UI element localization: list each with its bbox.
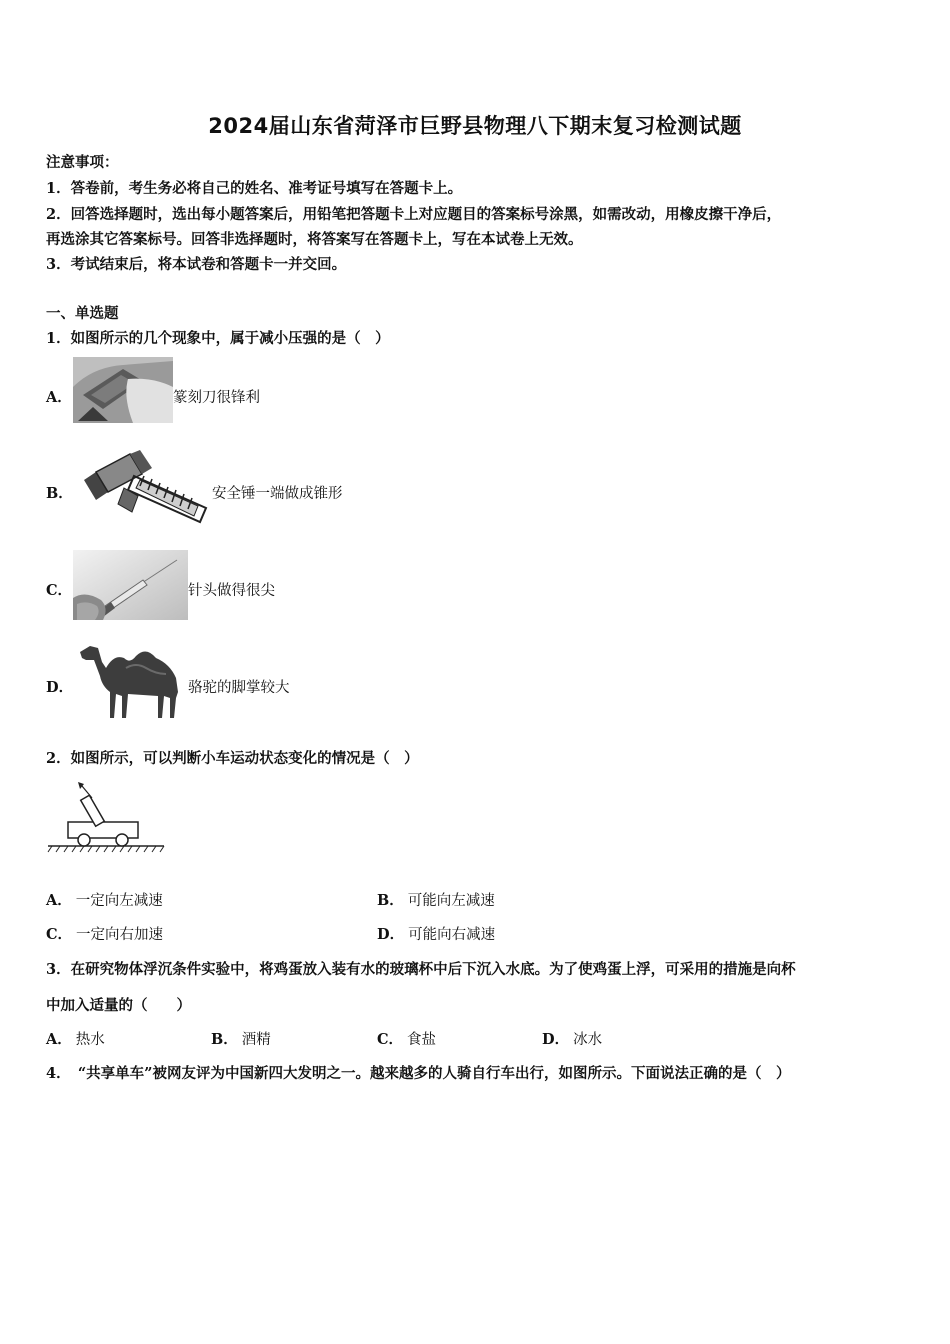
note-item: 1．答卷前，考生务必将自己的姓名、准考证号填写在答题卡上。 [46,180,463,197]
q3-option-a [46,1028,105,1049]
q2-option-d-label: D． [377,926,405,943]
section-heading: 一、单选题 [46,305,119,322]
q3-option-c-text: 食盐 [407,1032,437,1048]
page-title: 2024届山东省菏泽市巨野县物理八下期末复习检测试题 [208,114,742,138]
q2-option-c [46,923,163,944]
q2-option-d [377,923,495,944]
q2-option-b-label: B． [377,892,404,909]
q3-option-d-text: 冰水 [573,1032,603,1048]
syringe-photo-icon [73,550,188,620]
q3-option-c [377,1028,436,1049]
q1-option-b-text: 安全锤一端做成锥形 [212,486,343,502]
cart-diagram-icon [46,780,166,856]
q3-option-d [542,1028,602,1049]
q2-option-a-text: 一定向左减速 [75,893,163,909]
camel-photo-icon [76,638,186,720]
q3-option-d-label: D． [542,1031,570,1048]
question-1-stem: 1．如图所示的几个现象中，属于减小压强的是（ ） [46,330,390,347]
q1-option-c-text: 针头做得很尖 [188,583,275,599]
q3-option-b-label: B． [211,1031,238,1048]
q2-option-a [46,889,163,910]
q1-option-d-text: 骆驼的脚掌较大 [188,680,290,696]
question-3-stem: 3．在研究物体浮沉条件实验中，将鸡蛋放入装有水的玻璃杯中后下沉入水底。为了使鸡蛋上浮，可采用的措施是向杯 [46,961,796,978]
q2-option-c-label: C． [46,926,73,943]
q2-option-a-label: A． [46,892,72,909]
carving-knife-photo-icon [73,357,173,423]
note-item: 再选涂其它答案标号。回答非选择题时，将答案写在答题卡上，写在本试卷上无效。 [46,231,583,248]
q3-option-a-text: 热水 [75,1032,105,1048]
q1-option-a-text: 篆刻刀很锋利 [173,390,260,406]
q3-option-b [211,1028,271,1049]
safety-hammer-drawing-icon [78,446,212,532]
notes-heading: 注意事项： [46,154,119,171]
question-2-stem: 2．如图所示，可以判断小车运动状态变化的情况是（ ） [46,750,419,767]
q2-option-b [377,889,495,910]
q2-option-d-text: 可能向右减速 [408,927,496,943]
note-item: 2．回答选择题时，选出每小题答案后，用铅笔把答题卡上对应题目的答案标号涂黑，如需改动，用橡皮擦干净后， [46,206,782,223]
q1-option-d-label: D． [46,679,74,696]
q3-option-c-label: C． [377,1031,404,1048]
q1-option-c-label: C． [46,582,73,599]
q2-option-b-text: 可能向左减速 [407,893,495,909]
question-4-stem: 4． “共享单车”被网友评为中国新四大发明之一。越来越多的人骑自行车出行，如图所示。下面说法正确的是（ ） [46,1065,791,1082]
q1-option-b-label: B． [46,485,73,502]
q2-option-c-text: 一定向右加速 [76,927,164,943]
q1-option-a-label: A． [46,389,72,406]
question-3-stem-continued: 中加入适量的（ ） [46,997,191,1014]
q3-option-b-text: 酒精 [241,1032,271,1048]
q3-option-a-label: A． [46,1031,72,1048]
note-item: 3．考试结束后，将本试卷和答题卡一并交回。 [46,256,347,273]
